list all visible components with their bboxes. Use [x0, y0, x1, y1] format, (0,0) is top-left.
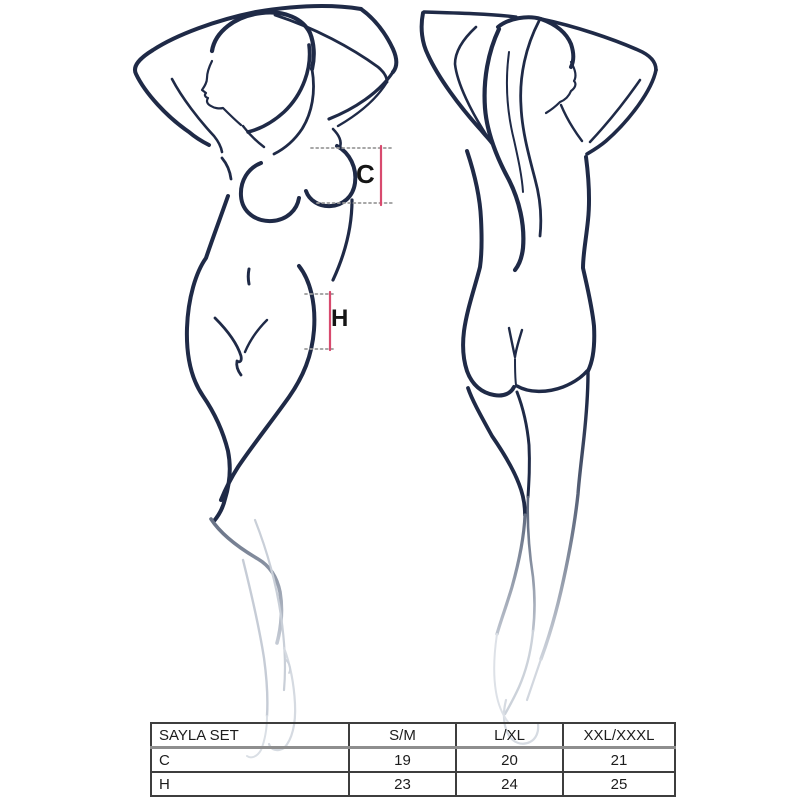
front-navel	[248, 269, 249, 284]
back-hair-inner	[521, 21, 541, 236]
front-left-forearm-inner	[172, 79, 222, 152]
size-table-header-row	[151, 723, 675, 748]
size-column-sm: S/M	[349, 723, 456, 748]
chest-measure-label: C	[356, 159, 375, 189]
back-hair-strand	[507, 52, 523, 192]
size-column-xxlxxxl: XXL/XXXL	[563, 723, 675, 748]
front-right-hip-thigh	[221, 266, 314, 500]
back-hair-main	[485, 29, 524, 270]
front-bikini-line-right	[245, 320, 267, 352]
front-right-arm-inner	[275, 15, 387, 82]
back-left-leg-fade	[497, 515, 525, 634]
front-figure-illustration	[135, 6, 396, 757]
hip-value-sm: 23	[349, 772, 456, 796]
back-ghost-leg2	[527, 659, 541, 700]
back-ghost-foot2	[494, 634, 508, 722]
back-right-buttock	[517, 371, 587, 391]
size-table	[150, 722, 676, 797]
back-right-forearm-outer	[587, 70, 656, 154]
front-face-profile	[202, 61, 241, 125]
front-right-arm-top	[361, 9, 396, 72]
front-hair-swoosh	[248, 45, 310, 132]
hip-value-lxl: 24	[456, 772, 563, 796]
front-left-breast	[241, 163, 299, 221]
chest-value-sm: 19	[349, 748, 456, 773]
front-calf-fading	[211, 519, 281, 643]
chest-value-lxl: 20	[456, 748, 563, 773]
measurement-markers	[305, 146, 394, 350]
hip-measure-label: H	[331, 305, 349, 332]
back-right-leg-fade	[541, 372, 588, 659]
hip-row	[151, 772, 675, 796]
front-arm-top-sweep	[135, 6, 361, 145]
front-left-armpit	[222, 158, 231, 179]
hip-value-xxlxxxl: 25	[563, 772, 675, 796]
back-left-leg-outer	[468, 388, 525, 515]
front-right-waist	[333, 200, 352, 280]
product-name-cell: SAYLA SET	[151, 723, 349, 748]
back-inner-leg-fade	[528, 497, 535, 631]
back-neck	[561, 105, 582, 141]
size-column-lxl: L/XL	[456, 723, 563, 748]
front-right-breast	[306, 146, 355, 206]
back-right-side-hip	[583, 157, 594, 371]
chest-value-xxlxxxl: 21	[563, 748, 675, 773]
back-crack-stem	[515, 359, 516, 385]
back-left-side-buttock	[463, 151, 514, 396]
back-arm-top	[424, 12, 516, 17]
chest-row	[151, 748, 675, 773]
front-shin-ghost	[243, 560, 267, 716]
back-figure-illustration	[422, 12, 656, 744]
back-crack	[509, 328, 522, 357]
front-hair-fall	[274, 69, 314, 154]
back-ghost-calf	[505, 631, 533, 714]
front-bikini-line	[215, 318, 241, 375]
hip-row-label: H	[151, 772, 349, 796]
front-left-waist-hip-thigh	[187, 196, 230, 521]
chest-row-label: C	[151, 748, 349, 773]
